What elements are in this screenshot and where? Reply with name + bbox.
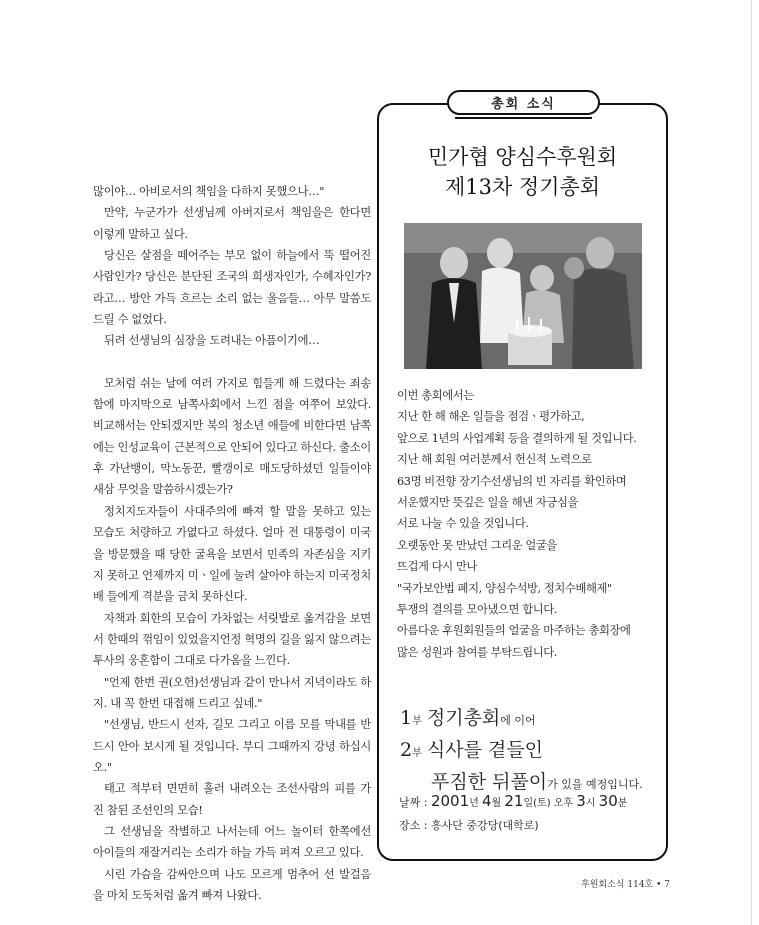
notice-body <box>397 385 659 663</box>
body-line: 63명 비전향 장기수선생님의 빈 자리를 확인하며 <box>397 474 627 488</box>
date-hour: 3 <box>576 792 586 810</box>
group-photo-illustration <box>404 223 642 369</box>
part-1-title: 정기총회 <box>426 707 501 729</box>
part-2-title-cont: 푸짐한 뒤풀이 <box>431 771 548 793</box>
article-paragraph: 뒤려 선생님의 심장을 도려내는 아픔이기에… <box>104 334 320 348</box>
date-hour-unit: 시 <box>585 798 599 809</box>
page-footer: 후원회소식 114호 • 7 <box>581 880 670 890</box>
body-line: 서운했지만 뜻깊은 일을 해낸 자긍심을 <box>397 496 578 510</box>
part-2-tail: 가 있을 예정입니다. <box>547 778 643 791</box>
program-part-1 <box>400 704 662 736</box>
body-line: "국가보안법 폐지, 양심수석방, 정치수배해제" <box>397 581 612 595</box>
page-edge-rule <box>751 0 752 925</box>
program-part-2 <box>400 736 662 768</box>
paragraph-gap <box>93 352 371 373</box>
event-info <box>399 790 661 837</box>
article-paragraph: "언제 한번 권(오헌)선생님과 같이 만나서 지녁이라도 하지. 내 꼭 한번 대접해 드리고 싶네." <box>93 675 371 710</box>
title-line-2: 제13차 정기총회 <box>444 175 601 199</box>
tab-underline <box>455 117 592 119</box>
body-line: 투쟁의 결의를 모아냈으면 합니다. <box>397 603 557 617</box>
body-line: 지난 해 회원 여러분께서 헌신적 노력으로 <box>397 453 592 467</box>
part-number: 1 <box>400 707 413 729</box>
title-line-1: 민가협 양심수후원회 <box>427 145 618 169</box>
date-year: 2001 <box>430 792 470 810</box>
body-line: 앞으로 1년의 사업계획 등을 결의하게 될 것입니다. <box>397 431 637 445</box>
date-label: 날짜 : <box>399 796 431 809</box>
left-article-column <box>93 181 371 906</box>
date-month-unit: 월 <box>491 798 505 809</box>
part-1-tail: 에 이어 <box>500 714 536 727</box>
article-paragraph: 태고 적부터 면면히 흘러 내려오는 조선사람의 피를 가진 참된 조선인의 모습! <box>93 782 371 817</box>
article-paragraph: 그 선생님을 작별하고 나서는데 어느 놀이터 한쪽에선 아이들의 재잘거리는 소리가 하늘 가득 퍼져 오르고 있다. <box>93 824 371 860</box>
article-paragraph: 당신은 살점을 떼어주는 부모 없이 하늘에서 뚝 떨어진 사람인가? 당신은 분단된 조국의 희생자인가, 수혜자인가? 라고… 방안 가득 흐르는 소리 없는 울음들… 아무 말씀도 드릴 수 없었다. <box>93 249 371 327</box>
body-line: 아름다운 후원회원들의 얼굴을 마주하는 총회장에 <box>397 624 631 638</box>
date-day-unit: 일(토) 오후 <box>523 798 577 809</box>
body-line: 이번 총회에서는 <box>397 389 474 402</box>
article-paragraph: 만약, 누군가가 선생님께 아버지로서 책임을은 한다면 이렇게 말하고 싶다. <box>93 206 371 241</box>
article-paragraph: "선생님, 반드시 선자, 길모 그리고 이름 모를 막내를 반드시 안아 보시게 될 것입니다. 부디 그때까지 강녕 하십시오." <box>93 718 371 774</box>
article-paragraph: 정치지도자들이 사대주의에 빠져 할 말을 못하고 있는 모습도 처량하고 가엾다고 하셨다. 얼마 전 대통령이 미국을 방문했을 때 당한 굴욕을 보면서 민족의 자존심을 지키지 못하고 언제까지 미ㆍ일에 눌려 살아야 하는지 미국정치배 들에게 격분을 금치 못하신다. <box>93 504 371 604</box>
program-schedule <box>400 704 662 799</box>
notice-title <box>377 142 668 202</box>
group-photo <box>404 223 642 369</box>
article-paragraph: 자책과 회한의 모습이 가차없는 서릿발로 옮겨감을 보면서 한때의 꺾임이 있었을지언정 혁명의 길을 잃지 않으려는 투사의 웅혼함이 그대로 다가옴을 느낀다. <box>93 611 371 668</box>
place-label: 장소 : <box>399 819 431 832</box>
body-line: 많은 성원과 참여를 부탁드립니다. <box>397 645 557 659</box>
date-minute-unit: 분 <box>617 798 628 809</box>
part-2-title: 식사를 곁들인 <box>426 739 544 761</box>
body-line: 오랫동안 못 만났던 그리운 얼굴을 <box>397 538 557 552</box>
section-tab-label: 총회 소식 <box>491 97 556 112</box>
date-month: 4 <box>481 792 492 810</box>
article-paragraph: 시린 가슴을 감싸안으며 나도 모르게 멈추어 선 발걸음을 마치 도둑처럼 옮겨 빠져 나왔다. <box>93 867 371 902</box>
part-unit: 부 <box>412 716 422 727</box>
date-minute: 30 <box>598 792 618 810</box>
part-unit: 부 <box>412 748 422 759</box>
section-tab <box>447 90 600 115</box>
place-row <box>399 815 661 837</box>
body-line: 지난 한 해 해온 일들을 점검ㆍ평가하고, <box>397 410 585 424</box>
body-line: 서로 나눌 수 있을 것입니다. <box>397 517 529 531</box>
body-line: 뜨겁게 다시 만나 <box>397 560 477 574</box>
date-day: 21 <box>504 792 524 810</box>
place-value: 흥사단 중강당(대학로) <box>430 819 539 832</box>
article-paragraph: 모처럼 쉬는 날에 여러 가지로 힘들게 해 드렸다는 죄송함에 마지막으로 남쪽사회에서 느낀 점을 여쭈어 보았다. 비교해서는 안되겠지만 북의 청소년 애들에 비한다면 남쪽에는 인성교육이 근본적으로 안되어 있다고 하신다. 출소이후 가난뱅이, 막노동꾼, 빨갱이로 매도당하셨던 일들이야 새삼 무엇을 말씀하시겠는가? <box>93 376 371 497</box>
date-year-unit: 년 <box>469 798 482 809</box>
part-number: 2 <box>400 739 413 761</box>
article-paragraph: 많이야… 아비로서의 책임을 다하지 못했으나…" <box>93 185 325 198</box>
date-row <box>399 790 661 815</box>
